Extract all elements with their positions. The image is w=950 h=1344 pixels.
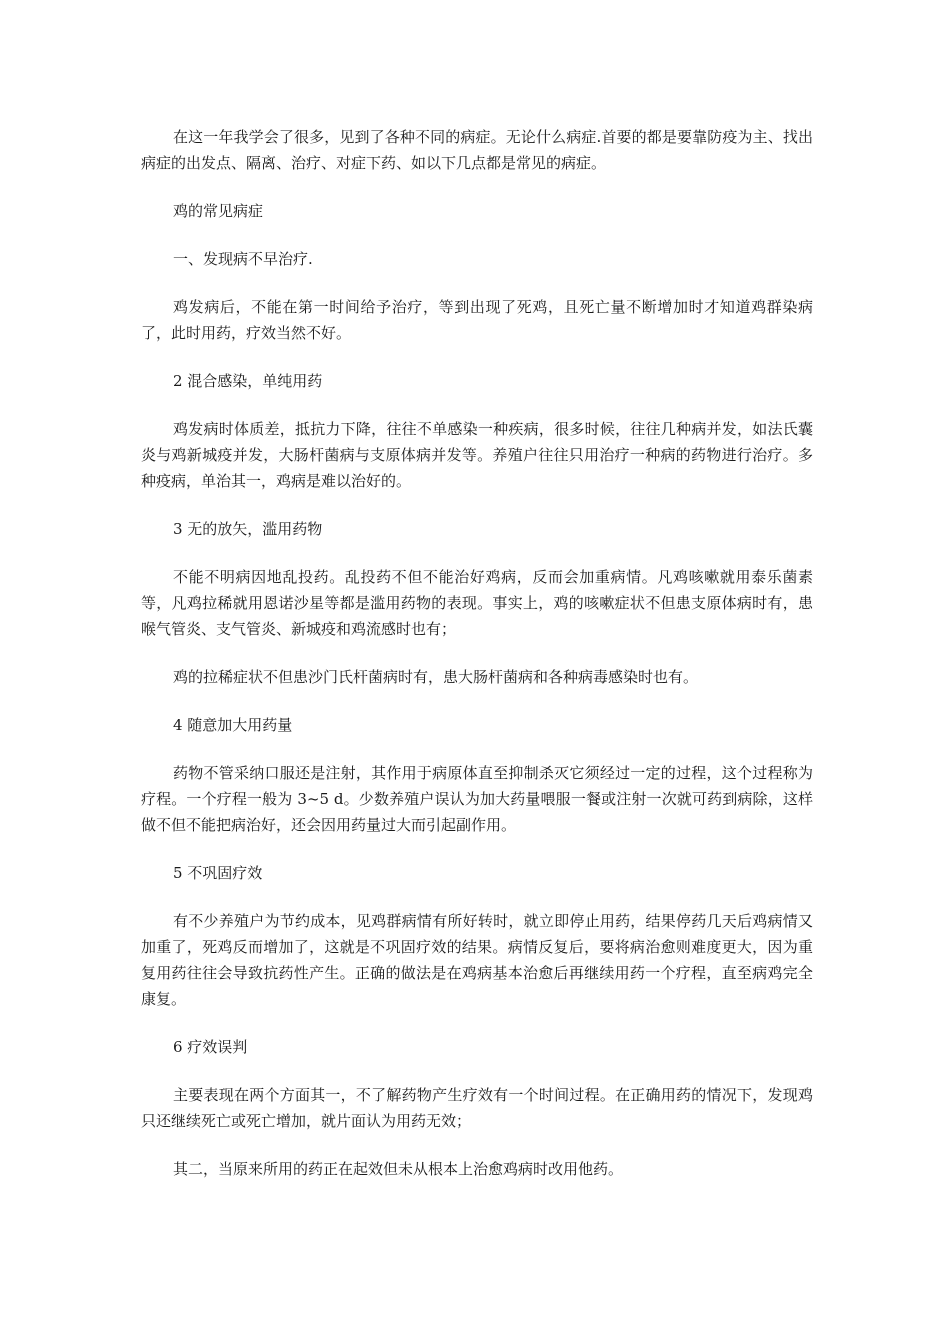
body-paragraph: 药物不管采纳口服还是注射，其作用于病原体直至抑制杀灭它须经过一定的过程，这个过程称为疗程。一个疗程一般为 3~5 d。少数养殖户误认为加大药量喂服一餐或注射一次就可药到病除，这样做不但不能把病治好，还会因用药量过大而引起副作用。 bbox=[141, 764, 813, 834]
body-paragraph: 鸡的拉稀症状不但患沙门氏杆菌病时有，患大肠杆菌病和各种病毒感染时也有。 bbox=[173, 668, 699, 686]
item-heading-5: 5 不巩固疗效 bbox=[173, 864, 263, 882]
body-paragraph: 其二，当原来所用的药正在起效但未从根本上治愈鸡病时改用他药。 bbox=[173, 1160, 624, 1178]
item-heading-6: 6 疗效误判 bbox=[173, 1038, 248, 1056]
item-heading-3: 3 无的放矢，滥用药物 bbox=[173, 520, 323, 538]
document-body bbox=[141, 124, 813, 1182]
body-paragraph: 不能不明病因地乱投药。乱投药不但不能治好鸡病，反而会加重病情。凡鸡咳嗽就用泰乐菌素等，凡鸡拉稀就用恩诺沙星等都是滥用药物的表现。事实上，鸡的咳嗽症状不但患支原体病时有，患喉气管炎、支气管炎、新城疫和鸡流感时也有； bbox=[141, 568, 813, 638]
body-paragraph: 有不少养殖户为节约成本，见鸡群病情有所好转时，就立即停止用药，结果停药几天后鸡病情又加重了，死鸡反而增加了，这就是不巩固疗效的结果。病情反复后，要将病治愈则难度更大，因为重复用药往往会导致抗药性产生。正确的做法是在鸡病基本治愈后再继续用药一个疗程，直至病鸡完全康复。 bbox=[141, 912, 813, 1008]
body-paragraph: 鸡发病时体质差，抵抗力下降，往往不单感染一种疾病，很多时候，往往几种病并发，如法氏囊炎与鸡新城疫并发，大肠杆菌病与支原体病并发等。养殖户往往只用治疗一种病的药物进行治疗。多种疫病，单治其一，鸡病是难以治好的。 bbox=[141, 420, 813, 490]
section-heading: 鸡的常见病症 bbox=[173, 202, 264, 220]
body-paragraph: 主要表现在两个方面其一，不了解药物产生疗效有一个时间过程。在正确用药的情况下，发现鸡只还继续死亡或死亡增加，就片面认为用药无效； bbox=[141, 1086, 813, 1130]
intro-paragraph: 在这一年我学会了很多，见到了各种不同的病症。无论什么病症.首要的都是要靠防疫为主、找出病症的出发点、隔离、治疗、对症下药、如以下几点都是常见的病症。 bbox=[141, 128, 813, 172]
body-paragraph: 鸡发病后，不能在第一时间给予治疗，等到出现了死鸡，且死亡量不断增加时才知道鸡群染病了，此时用药，疗效当然不好。 bbox=[141, 298, 813, 342]
item-heading-2: 2 混合感染，单纯用药 bbox=[173, 372, 323, 390]
item-heading-1: 一、发现病不早治疗. bbox=[173, 250, 313, 268]
item-heading-4: 4 随意加大用药量 bbox=[173, 716, 293, 734]
